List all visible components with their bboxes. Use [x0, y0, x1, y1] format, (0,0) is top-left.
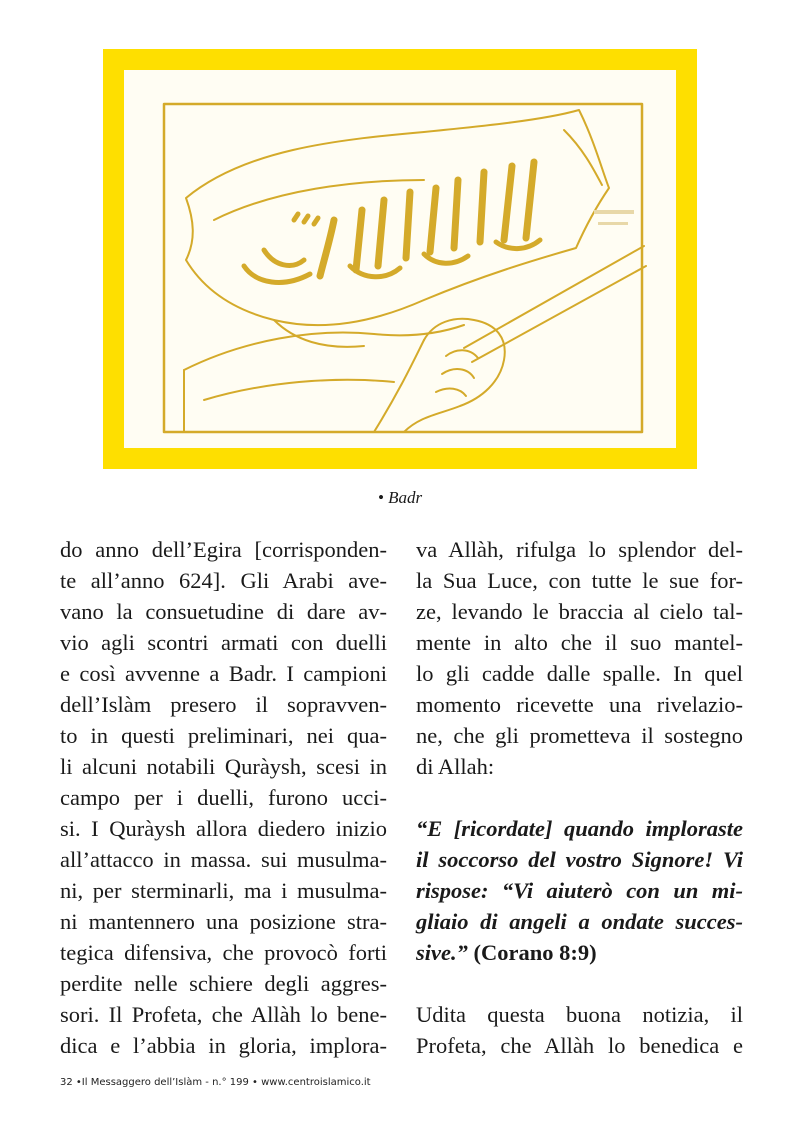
- text-line: lo gli cadde dalle spalle. In quel: [416, 661, 743, 686]
- text-line: ni, per sterminarli, ma i musulma-: [60, 878, 387, 903]
- quote-line: “E [ricordate] quando imploraste: [416, 816, 743, 841]
- banner-illustration: [124, 70, 676, 448]
- figure-caption: • Badr: [377, 488, 423, 507]
- right-column: [416, 534, 743, 1061]
- quote-reference: (Corano 8:9): [473, 940, 597, 965]
- text-line: si. I Quràysh allora diedero inizio: [60, 816, 387, 841]
- text-line: li alcuni notabili Quràysh, scesi in: [60, 754, 387, 779]
- quote-line: rispose: “Vi aiuterò con un mi-: [416, 878, 743, 903]
- left-column: [60, 534, 387, 1061]
- quote-end: sive.”: [416, 940, 468, 965]
- text-line: vano la consuetudine di dare av-: [60, 599, 387, 624]
- quote-line: il soccorso del vostro Signore! Vi: [416, 847, 743, 872]
- text-line: tegica difensiva, che provocò forti: [60, 940, 387, 965]
- text-line: di Allah:: [416, 754, 495, 779]
- text-line: dell’Islàm presero il sopravven-: [60, 692, 387, 717]
- text-line: Udita questa buona notizia, il: [416, 1002, 743, 1027]
- quote-final-line: [416, 937, 743, 968]
- text-line: ni mantennero una posizione stra-: [60, 909, 387, 934]
- text-line: mente in alto che il suo mantel-: [416, 630, 743, 655]
- paragraph-gap: [416, 968, 743, 999]
- text-line: ze, levando le braccia al cielo tal-: [416, 599, 743, 624]
- text-line: te all’anno 624]. Gli Arabi ave-: [60, 568, 387, 593]
- text-line: all’attacco in massa. sui musulma-: [60, 847, 387, 872]
- paragraph-gap: [416, 782, 743, 813]
- text-line: va Allàh, rifulga lo splendor del-: [416, 537, 743, 562]
- text-line: dica e l’abbia in gloria, implora-: [60, 1033, 387, 1058]
- text-line: sori. Il Profeta, che Allàh lo bene-: [60, 1002, 387, 1027]
- text-line: vio agli scontri armati con duelli: [60, 630, 387, 655]
- figure-frame: [103, 49, 697, 469]
- text-line: momento ricevette una rivelazio-: [416, 692, 743, 717]
- figure-illustration: [124, 70, 676, 448]
- text-line: la Sua Luce, con tutte le sue for-: [416, 568, 743, 593]
- text-line: e così avvenne a Badr. I campioni: [60, 661, 387, 686]
- quote-line: gliaio di angeli a ondate succes-: [416, 909, 743, 934]
- text-line: to in questi preliminari, nei qua-: [60, 723, 387, 748]
- text-line: campo per i duelli, furono ucci-: [60, 785, 387, 810]
- text-line: perdite nelle schiere degli aggres-: [60, 971, 387, 996]
- page-footer: 32 •Il Messaggero dell’Islàm - n.° 199 • www.centroislamico.it: [60, 1077, 371, 1088]
- text-line: ne, che gli prometteva il sostegno: [416, 723, 743, 748]
- text-line: Profeta, che Allàh lo benedica e: [416, 1033, 743, 1058]
- text-line: do anno dell’Egira [corrisponden-: [60, 537, 387, 562]
